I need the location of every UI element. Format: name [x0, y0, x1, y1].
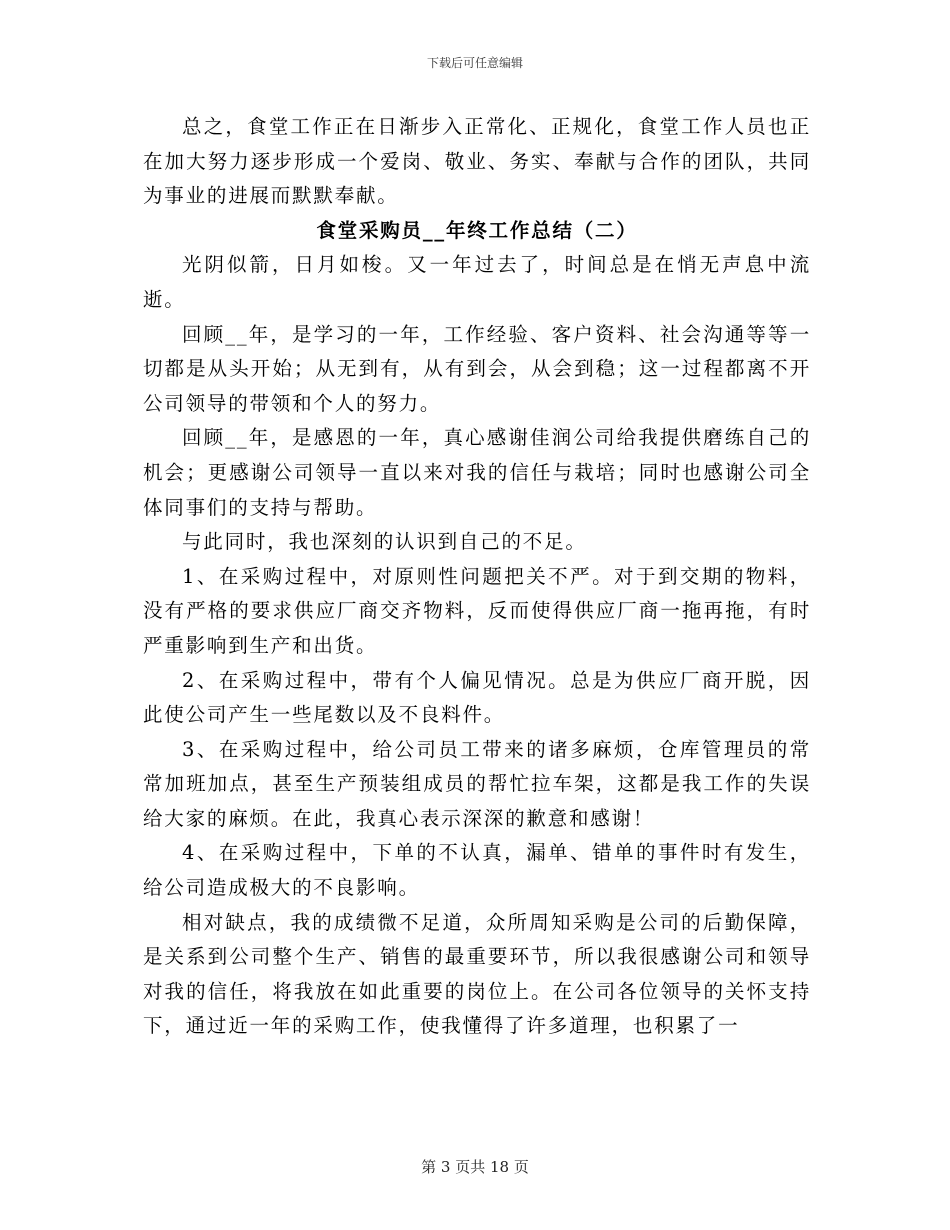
paragraph-7: 3、在采购过程中，给公司员工带来的诸多麻烦，仓库管理员的常常加班加点，甚至生产预装组成员的帮忙拉车架，这都是我工作的失误给大家的麻烦。在此，我真心表示深深的歉意和感谢！: [143, 737, 811, 830]
page-header: 下载后可任意编辑: [426, 56, 523, 70]
paragraph-9: 相对缺点，我的成绩微不足道，众所周知采购是公司的后勤保障，是关系到公司整个生产、销售的最重要环节，所以我很感谢公司和领导对我的信任，将我放在如此重要的岗位上。在公司各位领导的关怀支持下，通过近一年的采购工作，使我懂得了许多道理，也积累了一: [143, 910, 811, 1038]
paragraph-summary: 总之，食堂工作正在日渐步入正常化、正规化，食堂工作人员也正在加大努力逐步形成一个爱岗、敬业、务实、奉献与合作的团队，共同为事业的进展而默默奉献。: [143, 115, 811, 208]
paragraph-6: 2、在采购过程中，带有个人偏见情况。总是为供应厂商开脱，因此使公司产生一些尾数以及不良料件。: [143, 668, 811, 727]
paragraph-2: 回顾__年，是学习的一年，工作经验、客户资料、社会沟通等等一切都是从头开始；从无到有，从有到会，从会到稳；这一过程都离不开公司领导的带领和个人的努力。: [143, 322, 812, 415]
paragraph-5: 1、在采购过程中，对原则性问题把关不严。对于到交期的物料，没有严格的要求供应厂商交齐物料，反而使得供应厂商一拖再拖，有时严重影响到生产和出货。: [143, 564, 811, 657]
paragraph-4: 与此同时，我也深刻的认识到自己的不足。: [182, 530, 587, 554]
page-footer: 第 3 页共 18 页: [421, 1158, 529, 1176]
document-body: [143, 110, 811, 1044]
paragraph-3: 回顾__年，是感恩的一年，真心感谢佳润公司给我提供磨练自己的机会；更感谢公司领导一直以来对我的信任与栽培；同时也感谢公司全体同事们的支持与帮助。: [143, 426, 812, 519]
paragraph-8: 4、在采购过程中，下单的不认真，漏单、错单的事件时有发生，给公司造成极大的不良影响。: [143, 841, 811, 900]
section-heading: 食堂采购员__年终工作总结（二）: [316, 218, 638, 242]
paragraph-1: 光阴似箭，日月如梭。又一年过去了，时间总是在悄无声息中流逝。: [143, 253, 811, 311]
